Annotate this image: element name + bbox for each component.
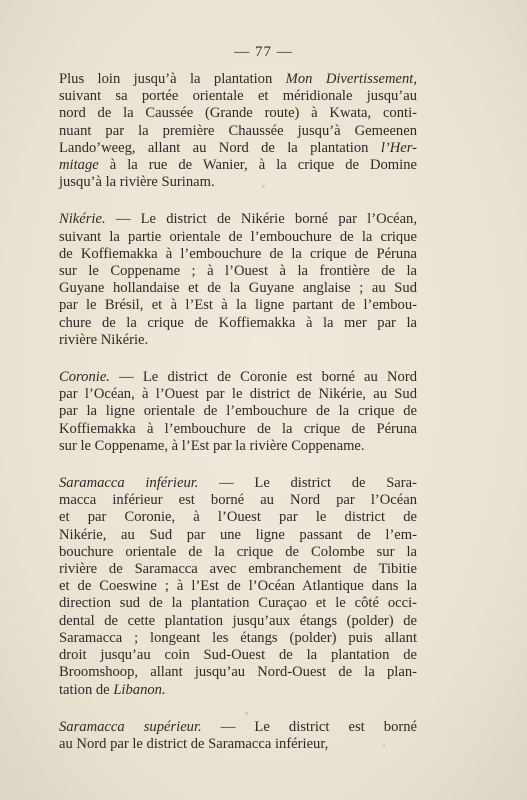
text-run: et de Coeswine ; à l’Est de l’Océan Atlantique dans la	[59, 578, 417, 595]
text-line	[59, 369, 417, 386]
paragraph	[59, 211, 417, 349]
text-run: Plus loin jusqu’à la plantation	[59, 71, 286, 87]
text-run: Lando’weeg, allant au Nord de la plantation	[59, 139, 381, 156]
text-line	[59, 105, 417, 122]
text-line	[59, 403, 417, 420]
paragraph	[59, 71, 417, 191]
text-run: par la ligne orientale de l’embouchure de la crique de	[59, 403, 417, 420]
text-run: rivière de Saramacca avec embranchement de Tibitie	[59, 561, 417, 578]
text-line	[59, 509, 417, 526]
text-run: Broomshoop, allant jusqu’au Nord-Ouest de la plan-	[59, 664, 417, 681]
text-line	[59, 544, 417, 561]
text-line	[59, 88, 417, 105]
italic-text-run: l’Her-	[380, 139, 417, 156]
text-run: Nikérie, au Sud par une ligne passant de l’em-	[59, 526, 417, 543]
text-run: droit jusqu’au coin Sud-Ouest de la plantation de	[59, 647, 417, 664]
text-run: jusqu’à la rivière Surinam.	[59, 174, 215, 191]
text-line	[59, 332, 417, 349]
text-run: — Le district de Sara-	[198, 475, 417, 492]
text-line	[59, 578, 417, 595]
italic-text-run: Nikérie.	[59, 211, 106, 228]
text-run: à la rue de Wanier, à la crique de Domine	[98, 157, 417, 174]
page-number: — 77 —	[234, 44, 293, 60]
text-line	[59, 719, 417, 736]
text-run: rivière Nikérie.	[59, 331, 149, 348]
text-run: — Le district est borné	[201, 718, 417, 735]
text-line	[59, 475, 417, 492]
text-line	[59, 315, 417, 332]
text-run: dental de cette plantation jusqu’aux étangs (polder) de	[59, 612, 417, 629]
text-line	[59, 229, 417, 246]
paragraph	[59, 369, 417, 455]
text-line	[59, 263, 417, 280]
text-line	[59, 613, 417, 630]
text-line	[59, 736, 417, 753]
text-run: Koffiemakka à l’embouchure de la crique de Péruna	[59, 420, 417, 437]
text-run: sur le Coppename ; à l’Ouest à la frontière de la	[59, 263, 417, 280]
paragraph	[59, 719, 417, 753]
text-line	[59, 174, 417, 191]
paragraph	[59, 475, 417, 699]
text-run: direction sud de la plantation Curaçao et le côté occi-	[59, 595, 417, 612]
text-run: bouchure orientale de la crique de Colombe sur la	[59, 543, 417, 560]
text-run: suivant la partie orientale de l’embouchure de la crique	[59, 228, 417, 245]
paper-spot	[262, 185, 265, 188]
text-run: et par Coronie, à l’Ouest par le district de	[59, 509, 417, 526]
paper-spot	[245, 712, 248, 715]
italic-text-run: Saramacca inférieur.	[59, 475, 199, 492]
text-line	[59, 438, 417, 455]
text-run: — Le district de Nikérie borné par l’Océan,	[105, 211, 417, 228]
text-run: par l’Océan, à l’Ouest par le district de Nikérie, au Sud	[59, 386, 417, 403]
italic-text-run: Libanon.	[113, 681, 166, 698]
text-line	[59, 630, 417, 647]
text-line	[59, 647, 417, 664]
text-run: suivant sa portée orientale et méridionale jusqu’au	[59, 88, 417, 105]
text-line	[59, 561, 417, 578]
text-run: de Koffiemakka à l’embouchure de la crique de Péruna	[59, 245, 417, 262]
text-line	[59, 211, 417, 228]
text-line	[59, 246, 417, 263]
text-line	[59, 492, 417, 509]
text-run: Guyane hollandaise et de la Guyane anglaise ; au Sud	[59, 280, 417, 297]
text-line	[59, 386, 417, 403]
text-line	[59, 664, 417, 681]
text-line	[59, 595, 417, 612]
text-run: nord de la Caussée (Grande route) à Kwata, conti-	[59, 105, 417, 122]
text-line	[59, 527, 417, 544]
page-body-text	[59, 71, 417, 773]
text-run: Saramacca ; longeant les étangs (polder) puis allant	[59, 629, 417, 646]
italic-text-run: Coronie.	[59, 369, 110, 386]
text-line	[59, 123, 417, 140]
text-run: chure de la crique de Koffiemakka à la mer par la	[59, 314, 417, 331]
text-line	[59, 682, 417, 699]
text-line	[59, 297, 417, 314]
italic-text-run: mitage	[59, 157, 99, 174]
text-line	[59, 157, 417, 174]
text-run: nuant par la première Chaussée jusqu’à Gemeenen	[59, 122, 417, 139]
text-run: tation de	[59, 681, 114, 698]
paper-spot	[383, 743, 385, 747]
text-run: macca inférieur est borné au Nord par l’Océan	[59, 492, 417, 509]
text-line	[59, 71, 417, 88]
text-run: sur le Coppename, à l’Est par la rivière Coppename.	[59, 437, 365, 454]
text-run: au Nord par le district de Saramacca inférieur,	[59, 735, 329, 752]
text-run: — Le district de Coronie est borné au Nord	[109, 369, 417, 386]
italic-text-run: Saramacca supérieur.	[59, 718, 202, 735]
text-run: par le Brésil, et à l’Est à la ligne partant de l’embou-	[59, 297, 417, 314]
text-line	[59, 280, 417, 297]
text-line	[59, 421, 417, 438]
italic-text-run: Mon Divertissement,	[285, 71, 418, 87]
text-line	[59, 140, 417, 157]
